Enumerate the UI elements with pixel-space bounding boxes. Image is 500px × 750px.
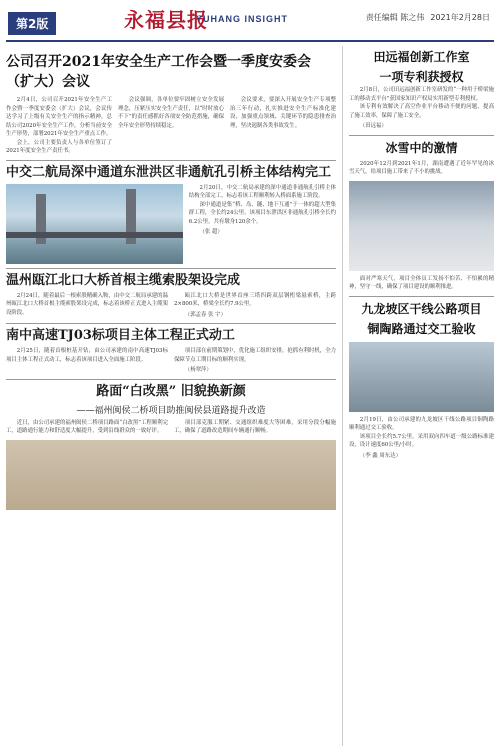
lead-body [6,96,336,156]
right1-headline: 田远福创新工作室 [373,50,470,64]
page-number: 第2版 [8,12,56,35]
story3-body [6,292,336,320]
story3-headline: 温州瓯江北口大桥首根主缆索股架设完成 [6,272,241,288]
story4-byline: （杨翠萍） [184,367,212,373]
masthead-rule [6,40,494,42]
story2-headline: 中交二航局深中通道东泄洪区非通航孔引桥主体结构完工 [6,164,332,180]
lead-paragraph: 会议要求，要深入开展安全生产专项整治三年行动，扎实推进安全生产标准化建设，加强重点领域、关键环节的隐患排查治理，坚决遏制各类事故发生。 [230,97,336,129]
story2-paragraph: 深中通道是集“桥、岛、隧、地下互通”于一体的超大型集群工程，全长约24公里。该项目东泄洪区非通航孔引桥全长约6.2公里，共有墩身120余个。 [188,201,336,225]
story4-paragraph: 项目部在前期策划中，优化施工组织安排，抢抓有利时机，全力保障节点工期目标的顺利实现。 [174,348,336,363]
right3-subheadline: 铜陶路通过交工验收 [367,321,476,336]
story5-subtitle: ——福州闽侯二桥项目助推闽侯县道路提升改造 [76,405,266,416]
right1-body [349,86,494,131]
right2-paragraph: 面对严寒天气，项目全体员工发扬不怕苦、不怕累的精神，坚守一线，确保了项目建设的顺利推进。 [349,275,494,290]
lead-paragraph: 会上，公司主要负责人与各单位签订了2021年度安全生产责任书。 [6,139,112,154]
divider [349,135,494,136]
road-photo [6,440,336,510]
right1-byline: （田远福） [359,123,387,129]
lead-headline: 公司召开2021年安全生产工作会暨一季度安委会（扩大）会议 [6,54,311,90]
story4-headline: 南中高速TJ03标项目主体工程正式动工 [6,328,235,343]
snow-photo [349,181,494,271]
right3-body [349,342,494,461]
story2-paragraph: 2月20日，中交二航局承建的深中通道非通航孔引桥主体结构全部完工，标志着该工程顺利转入桥面系施工阶段。 [188,184,336,199]
right2-headline: 冰雪中的激情 [385,140,458,155]
bridge-deck [6,232,183,238]
right2-body [349,160,494,292]
right3-headline: 九龙坡区干线公路项目 [361,301,482,316]
right1-paragraph: 该专利有效解决了高空作业平台移动不便的问题，提高了施工效率，保障了施工安全。 [349,104,494,119]
story4-paragraph: 2月25日，随着首根桩基开钻，由公司承建的南中高速TJ03标项目主体工程正式动工，标志着该项目进入全面施工阶段。 [6,348,168,363]
lead-paragraph: 会议强调，各单位要牢固树立安全发展理念，压紧压实安全生产责任，以“时时放心不下”的责任感抓好各项安全防范措施，确保全年安全形势持续稳定。 [118,97,224,129]
story5-body [6,419,336,436]
masthead-meta [366,12,490,23]
divider [349,296,494,297]
story3-byline: （郭孟春 张 宇） [184,311,226,318]
right2-paragraph: 2020年12月到2021年1月，湖南遭遇了近年罕见的冰雪天气，给项目施工带来了不小的挑战。 [349,160,494,175]
story2-body [6,184,336,264]
divider [6,160,336,161]
story5-headline: 路面“白改黑” 旧貌换新颜 [96,383,246,399]
right-column [342,46,494,746]
right3-paragraph: 该项目全长约5.7公里，采用双向四车道一级公路标准建设，设计速度60公里/小时。 [349,433,494,448]
right1-paragraph: 2月8日，公司田远福创新工作室研发的“一种用于桥梁施工的移动式平台”获国家知识产权局实用新型专利授权。 [349,87,494,102]
divider [6,268,336,269]
right3-byline: （李 鑫 周东达） [359,452,401,459]
story4-body [6,347,336,375]
editor-credit: 责任编辑 陈之伟 [365,13,425,22]
issue-date: 2021年2月28日 [430,13,490,22]
story2-byline: （张 超） [199,229,223,235]
bridge-photo [6,184,183,264]
story5-paragraph: 项目部克服工期紧、交通组织难度大等困难，采用分段分幅施工，确保了道路改造期间车辆通行顺畅。 [174,419,336,434]
right1-subheadline: 一项专利获授权 [379,70,464,84]
story5-paragraph: 近日，由公司承建的福州闽侯二桥项目路面“白改黑”工程顺利完工，道路通行能力和舒适度大幅提升，受到沿线群众的一致好评。 [6,419,168,434]
divider [6,323,336,324]
masthead [6,4,494,44]
lead-paragraph: 2月4日，公司召开2021年安全生产工作会暨一季度安委会（扩大）会议，会议传达学习了上级有关安全生产的指示精神，总结公司2020年安全生产工作，分析当前安全生产形势，部署2021年安全生产重点工作。 [6,97,112,137]
highway-photo [349,342,494,412]
story3-paragraph: 瓯江北口大桥是世界首座三塔四跨双层钢桁梁悬索桥，主跨2×800米，桥梁全长约7.9公里。 [174,292,336,307]
newspaper-logo-en: YUHANG INSIGHT [196,14,289,24]
newspaper-logo: 永福县报 [124,8,208,32]
left-column [6,46,336,746]
story3-paragraph: 2月24日，随着最后一根索股精确入鞍，由中交二航局承建的温州瓯江北口大桥首根主缆索股架设完成，标志着该桥正式进入主缆架设阶段。 [6,292,168,316]
divider [6,379,336,380]
right3-paragraph: 2月19日，由公司承建的九龙坡区干线公路项目铜陶路顺利通过交工验收。 [349,416,494,431]
